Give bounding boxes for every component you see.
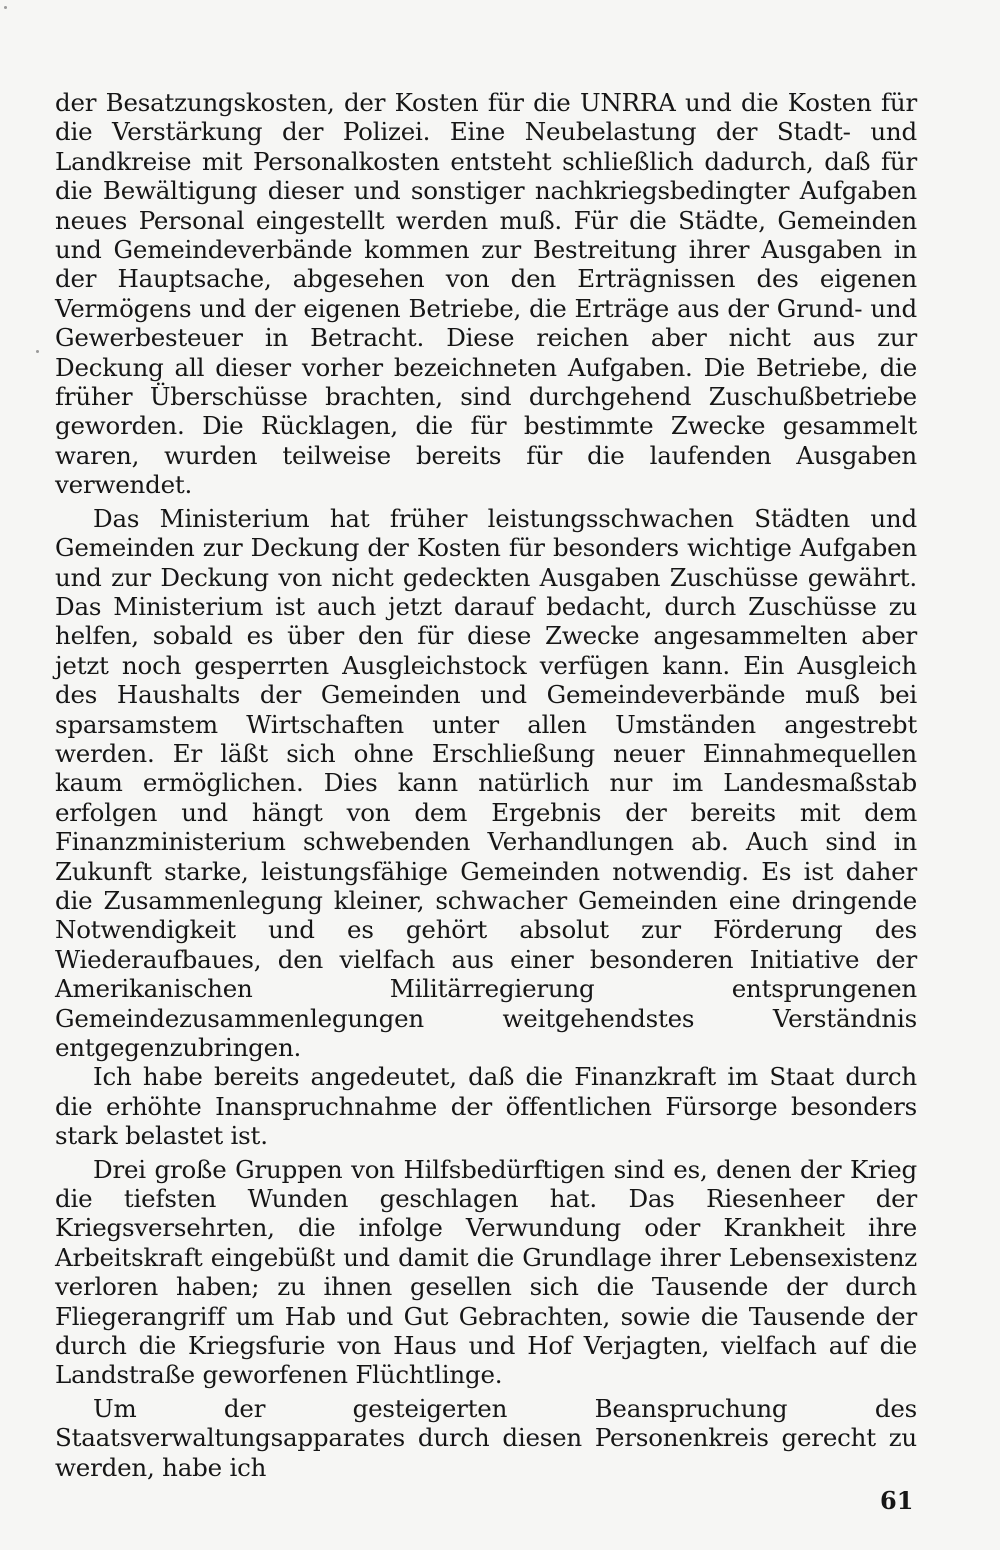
paragraph: Das Ministerium hat früher leistungsschwachen Städten und Gemeinden zur Deckung der Kosten für besonders wichtige Aufgaben und zur Deckung von nicht gedeckten Ausgaben Zuschüsse gewährt. Das Ministerium ist auch jetzt darauf bedacht, durch Zuschüsse zu helfen, sobald es über den für diese Zwecke angesammelten aber jetzt noch gesperrten Ausgleichstock verfügen kann. Ein Ausgleich des Haushalts der Gemeinden und Gemeindeverbände muß bei sparsamstem Wirtschaften unter allen Umständen angestrebt werden. Er läßt sich ohne Erschließung neuer Einnahmequellen kaum ermöglichen. Dies kann natürlich nur im Landesmaßstab erfolgen und hängt von dem Ergebnis der bereits mit dem Finanzministerium schwebenden Verhandlungen ab. Auch sind in Zukunft starke, leistungsfähige Gemeinden notwendig. Es ist daher die Zusammenlegung kleiner, schwacher Gemeinden eine dringende Notwendigkeit und es gehört absolut zur Förderung des Wiederaufbaues, den vielfach aus einer besonderen Initiative der Amerikanischen Militärregierung entsprungenen Gemeindezusammenlegungen weitgehendstes Verständnis entgegenzubringen. <box>55 503 917 1062</box>
print-speck <box>36 350 39 353</box>
paragraph: Um der gesteigerten Beanspruchung des Staatsverwaltungsapparates durch diesen Personenkreis gerecht zu werden, habe ich <box>55 1393 917 1482</box>
paragraph: Ich habe bereits angedeutet, daß die Finanzkraft im Staat durch die erhöhte Inanspruchnahme der öffentlichen Fürsorge besonders stark belastet ist. <box>55 1062 917 1151</box>
print-speck <box>4 6 7 9</box>
page-number: 61 <box>880 1486 914 1515</box>
paragraph: der Besatzungskosten, der Kosten für die UNRRA und die Kosten für die Verstärkung der Polizei. Eine Neubelastung der Stadt- und Landkreise mit Personalkosten entsteht schließlich dadurch, daß für die Bewältigung dieser und sonstiger nachkriegsbedingter Aufgaben neues Personal eingestellt werden muß. Für die Städte, Gemeinden und Gemeindeverbände kommen zur Bestreitung ihrer Ausgaben in der Hauptsache, abgesehen von den Erträgnissen des eigenen Vermögens und der eigenen Betriebe, die Erträge aus der Grund- und Gewerbesteuer in Betracht. Diese reichen aber nicht aus zur Deckung all dieser vorher bezeichneten Aufgaben. Die Betriebe, die früher Überschüsse brachten, sind durchgehend Zuschußbetriebe geworden. Die Rücklagen, die für bestimmte Zwecke gesammelt waren, wurden teilweise bereits für die laufenden Ausgaben verwendet. <box>55 88 917 500</box>
paragraph: Drei große Gruppen von Hilfsbedürftigen sind es, denen der Krieg die tiefsten Wunden geschlagen hat. Das Riesenheer der Kriegsversehrten, die infolge Verwundung oder Krankheit ihre Arbeitskraft eingebüßt und damit die Grundlage ihrer Lebensexistenz verloren haben; zu ihnen gesellen sich die Tausende der durch Fliegerangriff um Hab und Gut Gebrachten, sowie die Tausende der durch die Kriegsfurie von Haus und Hof Verjagten, vielfach auf die Landstraße geworfenen Flüchtlinge. <box>55 1154 917 1390</box>
page-body-text <box>55 88 917 1482</box>
